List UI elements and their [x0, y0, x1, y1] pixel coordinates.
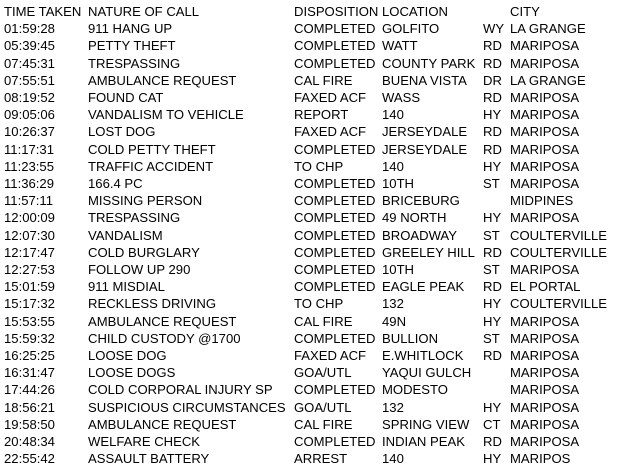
cell-nature-of-call: ASSAULT BATTERY: [88, 451, 210, 467]
cell-street-type: HY: [483, 158, 502, 174]
cell-time-taken: 07:45:31: [4, 55, 55, 71]
cell-city: MARIPOSA: [510, 38, 580, 54]
cell-street-type: RD: [483, 244, 502, 260]
cell-city: MARIPOSA: [510, 55, 580, 71]
cell-location: 10TH: [382, 262, 415, 278]
cell-street-type: RD: [483, 141, 502, 157]
cell-time-taken: 17:44:26: [4, 382, 55, 398]
cell-nature-of-call: SUSPICIOUS CIRCUMSTANCES: [88, 399, 286, 415]
cell-time-taken: 08:19:52: [4, 90, 55, 106]
cell-city: MARIPOSA: [510, 158, 580, 174]
cell-street-type: RD: [483, 279, 502, 295]
cell-time-taken: 19:58:50: [4, 416, 55, 432]
cell-nature-of-call: RECKLESS DRIVING: [88, 296, 217, 312]
cell-time-taken: 15:59:32: [4, 330, 55, 346]
cell-time-taken: 16:31:47: [4, 365, 55, 381]
cell-disposition: COMPLETED: [294, 434, 376, 450]
header-street-type: [483, 3, 510, 20]
cell-disposition: COMPLETED: [294, 38, 376, 54]
cell-nature-of-call: 166.4 PC: [88, 176, 143, 192]
table-row: [4, 244, 619, 261]
cell-street-type: WY: [483, 21, 505, 37]
cell-time-taken: 15:53:55: [4, 313, 55, 329]
cell-location: GOLFITO: [382, 21, 440, 37]
cell-disposition: COMPLETED: [294, 279, 376, 295]
cell-time-taken: 05:39:45: [4, 38, 55, 54]
cell-city: MARIPOSA: [510, 382, 580, 398]
cell-time-taken: 10:26:37: [4, 124, 55, 140]
cell-time-taken: 12:00:09: [4, 210, 55, 226]
table-row: [4, 106, 619, 123]
cell-disposition: FAXED ACF: [294, 348, 367, 364]
table-row: [4, 158, 619, 175]
cell-city: MARIPOSA: [510, 416, 580, 432]
cell-location: 49N: [382, 313, 407, 329]
cell-city: MARIPOSA: [510, 210, 580, 226]
cell-city: MARIPOSA: [510, 365, 580, 381]
cell-location: E.WHITLOCK: [382, 348, 464, 364]
header-row: [4, 3, 619, 20]
table-row: [4, 89, 619, 106]
cell-nature-of-call: AMBULANCE REQUEST: [88, 72, 237, 88]
cell-street-type: [483, 364, 510, 381]
cell-city: MARIPOSA: [510, 313, 580, 329]
cell-time-taken: 12:17:47: [4, 244, 55, 260]
table-row: [4, 227, 619, 244]
table-row: [4, 330, 619, 347]
cell-time-taken: 11:17:31: [4, 141, 54, 157]
table-row: [4, 399, 619, 416]
cell-city: MARIPOS: [510, 451, 571, 467]
cell-street-type: HY: [483, 296, 502, 312]
cell-disposition: COMPLETED: [294, 330, 376, 346]
cell-time-taken: 09:05:06: [4, 107, 55, 123]
cell-disposition: COMPLETED: [294, 227, 376, 243]
cell-location: SPRING VIEW: [382, 416, 470, 432]
table-row: [4, 175, 619, 192]
cell-street-type: HY: [483, 210, 502, 226]
cell-street-type: ST: [483, 176, 500, 192]
table-row: [4, 123, 619, 140]
table-row: [4, 141, 619, 158]
cell-nature-of-call: CHILD CUSTODY @1700: [88, 330, 241, 346]
cell-location: MODESTO: [382, 382, 448, 398]
cell-disposition: CAL FIRE: [294, 313, 353, 329]
cell-time-taken: 15:01:59: [4, 279, 55, 295]
cell-nature-of-call: VANDALISM TO VEHICLE: [88, 107, 244, 123]
table-row: [4, 416, 619, 433]
call-log-body: [4, 20, 619, 467]
cell-location: COUNTY PARK: [382, 55, 476, 71]
header-city: CITY: [510, 4, 540, 19]
table-row: [4, 450, 619, 467]
cell-street-type: CT: [483, 416, 501, 432]
cell-nature-of-call: TRESPASSING: [88, 210, 181, 226]
cell-location: WASS: [382, 90, 421, 106]
cell-disposition: REPORT: [294, 107, 349, 123]
cell-disposition: COMPLETED: [294, 262, 376, 278]
table-row: [4, 261, 619, 278]
cell-disposition: ARREST: [294, 451, 348, 467]
cell-street-type: RD: [483, 38, 502, 54]
cell-time-taken: 12:07:30: [4, 227, 55, 243]
cell-city: COULTERVILLE: [510, 296, 608, 312]
cell-location: BRICEBURG: [382, 193, 460, 209]
cell-street-type: RD: [483, 55, 502, 71]
cell-location: INDIAN PEAK: [382, 434, 465, 450]
cell-street-type: RD: [483, 124, 502, 140]
cell-disposition: COMPLETED: [294, 382, 376, 398]
cell-nature-of-call: WELFARE CHECK: [88, 434, 201, 450]
cell-street-type: HY: [483, 399, 502, 415]
cell-street-type: RD: [483, 90, 502, 106]
header-disposition: DISPOSITION: [294, 4, 379, 19]
cell-location: YAQUI GULCH: [382, 365, 472, 381]
cell-street-type: RD: [483, 434, 502, 450]
cell-disposition: FAXED ACF: [294, 124, 367, 140]
cell-time-taken: 12:27:53: [4, 262, 55, 278]
cell-nature-of-call: 911 HANG UP: [88, 21, 173, 37]
cell-time-taken: 22:55:42: [4, 451, 55, 467]
cell-disposition: FAXED ACF: [294, 90, 367, 106]
call-log-table: [4, 3, 619, 467]
cell-location: 132: [382, 296, 404, 312]
cell-nature-of-call: AMBULANCE REQUEST: [88, 313, 237, 329]
cell-street-type: HY: [483, 451, 502, 467]
cell-disposition: TO CHP: [294, 296, 344, 312]
cell-location: BUENA VISTA: [382, 72, 467, 88]
table-row: [4, 433, 619, 450]
cell-city: COULTERVILLE: [510, 227, 608, 243]
cell-disposition: TO CHP: [294, 158, 344, 174]
cell-location: WATT: [382, 38, 418, 54]
cell-disposition: COMPLETED: [294, 244, 376, 260]
cell-city: LA GRANGE: [510, 21, 586, 37]
cell-location: GREELEY HILL: [382, 244, 475, 260]
cell-city: MARIPOSA: [510, 90, 580, 106]
cell-nature-of-call: TRESPASSING: [88, 55, 181, 71]
table-row: [4, 313, 619, 330]
header-nature-of-call: NATURE OF CALL: [88, 4, 200, 19]
cell-disposition: GOA/UTL: [294, 365, 352, 381]
cell-nature-of-call: LOOSE DOG: [88, 348, 167, 364]
cell-nature-of-call: LOST DOG: [88, 124, 156, 140]
table-row: [4, 278, 619, 295]
table-row: [4, 209, 619, 226]
cell-time-taken: 11:57:11: [4, 193, 54, 209]
cell-disposition: CAL FIRE: [294, 72, 353, 88]
cell-nature-of-call: FOLLOW UP 290: [88, 262, 191, 278]
table-row: [4, 381, 619, 398]
header-time-taken: TIME TAKEN: [4, 4, 82, 19]
cell-street-type: HY: [483, 313, 502, 329]
cell-street-type: DR: [483, 72, 502, 88]
cell-location: 140: [382, 158, 404, 174]
table-row: [4, 295, 619, 312]
cell-disposition: GOA/UTL: [294, 399, 352, 415]
cell-city: MARIPOSA: [510, 434, 580, 450]
cell-location: 10TH: [382, 176, 415, 192]
cell-street-type: ST: [483, 227, 500, 243]
cell-nature-of-call: FOUND CAT: [88, 90, 164, 106]
cell-disposition: COMPLETED: [294, 21, 376, 37]
cell-nature-of-call: COLD BURGLARY: [88, 244, 200, 260]
table-row: [4, 37, 619, 54]
cell-time-taken: 01:59:28: [4, 21, 55, 37]
cell-nature-of-call: LOOSE DOGS: [88, 365, 176, 381]
table-row: [4, 347, 619, 364]
table-row: [4, 192, 619, 209]
cell-nature-of-call: COLD CORPORAL INJURY SP: [88, 382, 273, 398]
cell-city: MARIPOSA: [510, 124, 580, 140]
cell-nature-of-call: MISSING PERSON: [88, 193, 203, 209]
cell-time-taken: 07:55:51: [4, 72, 55, 88]
cell-location: EAGLE PEAK: [382, 279, 465, 295]
cell-time-taken: 15:17:32: [4, 296, 55, 312]
cell-nature-of-call: COLD PETTY THEFT: [88, 141, 216, 157]
cell-city: MARIPOSA: [510, 141, 580, 157]
cell-disposition: COMPLETED: [294, 141, 376, 157]
cell-time-taken: 11:36:29: [4, 176, 54, 192]
cell-city: MARIPOSA: [510, 262, 580, 278]
cell-location: BROADWAY: [382, 227, 457, 243]
cell-time-taken: 20:48:34: [4, 434, 55, 450]
cell-city: MARIPOSA: [510, 330, 580, 346]
cell-nature-of-call: AMBULANCE REQUEST: [88, 416, 237, 432]
cell-disposition: COMPLETED: [294, 193, 376, 209]
header-location: LOCATION: [382, 4, 448, 19]
cell-disposition: COMPLETED: [294, 176, 376, 192]
cell-city: EL PORTAL: [510, 279, 581, 295]
cell-city: COULTERVILLE: [510, 244, 608, 260]
cell-time-taken: 16:25:25: [4, 348, 55, 364]
cell-street-type: HY: [483, 107, 502, 123]
cell-location: BULLION: [382, 330, 439, 346]
cell-disposition: COMPLETED: [294, 210, 376, 226]
cell-location: JERSEYDALE: [382, 124, 468, 140]
cell-disposition: CAL FIRE: [294, 416, 353, 432]
table-row: [4, 20, 619, 37]
cell-nature-of-call: 911 MISDIAL: [88, 279, 165, 295]
cell-nature-of-call: PETTY THEFT: [88, 38, 176, 54]
cell-location: 140: [382, 451, 404, 467]
cell-nature-of-call: VANDALISM: [88, 227, 163, 243]
cell-location: 49 NORTH: [382, 210, 447, 226]
cell-time-taken: 11:23:55: [4, 158, 54, 174]
cell-location: JERSEYDALE: [382, 141, 468, 157]
cell-street-type: RD: [483, 348, 502, 364]
cell-nature-of-call: TRAFFIC ACCIDENT: [88, 158, 214, 174]
cell-disposition: COMPLETED: [294, 55, 376, 71]
cell-city: MARIPOSA: [510, 107, 580, 123]
table-row: [4, 55, 619, 72]
cell-street-type: [483, 192, 510, 209]
cell-city: MARIPOSA: [510, 399, 580, 415]
cell-street-type: [483, 381, 510, 398]
table-row: [4, 72, 619, 89]
table-row: [4, 364, 619, 381]
cell-location: 140: [382, 107, 404, 123]
cell-time-taken: 18:56:21: [4, 399, 55, 415]
cell-location: 132: [382, 399, 404, 415]
cell-city: MARIPOSA: [510, 348, 580, 364]
cell-city: MIDPINES: [510, 193, 574, 209]
cell-city: LA GRANGE: [510, 72, 586, 88]
cell-street-type: ST: [483, 262, 500, 278]
cell-city: MARIPOSA: [510, 176, 580, 192]
cell-street-type: ST: [483, 330, 500, 346]
